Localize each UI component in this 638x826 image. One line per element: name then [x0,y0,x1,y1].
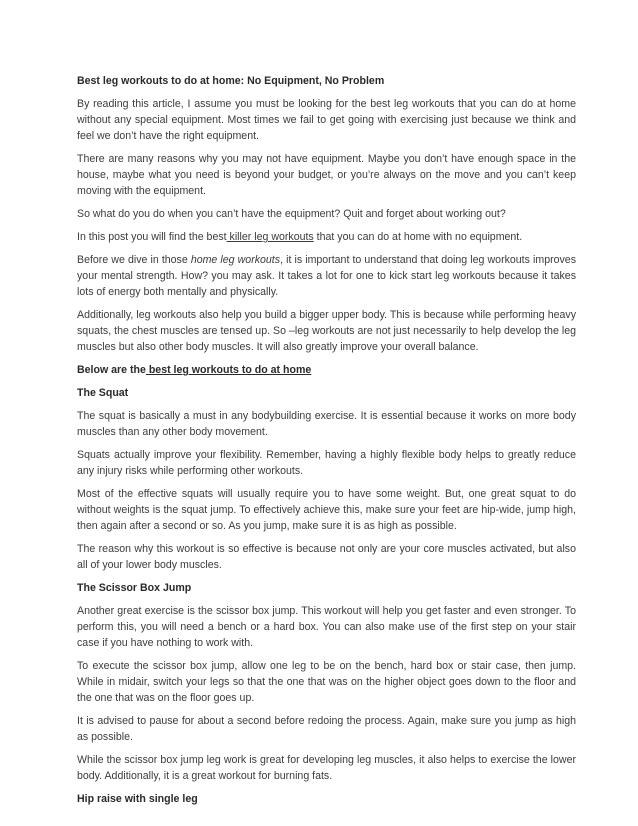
intro-4-after: that you can do at home with no equipment. [313,231,523,243]
intro-5-before: Before we dive in those [77,254,191,266]
squat-paragraph-4: The reason why this workout is so effective is because not only are your core muscles activated, but also all of your lower body muscles. [77,543,576,571]
scissor-paragraph-3: It is advised to pause for about a second before redoing the process. Again, make sure you jump as high as possible. [77,715,576,743]
intro-paragraph-3: So what do you do when you can’t have the equipment? Quit and forget about working out? [77,208,506,220]
below-heading-before: Below are the [77,364,146,376]
intro-paragraph-4 [77,229,576,245]
scissor-heading: The Scissor Box Jump [77,582,192,594]
intro-paragraph-2: There are many reasons why you may not have equipment. Maybe you don’t have enough space in the house, maybe what you need is beyond your budget, or you’re always on the move and you can’t keep moving with the equipment. [77,153,576,197]
squat-paragraph-3: Most of the effective squats will usually require you to have some weight. But, one great squat to do without weights is the squat jump. To effectively achieve this, make sure your feet are hip-wide, jump high, then again after a second or so. As you jump, make sure it is as high as possible. [77,488,576,532]
below-heading [77,362,576,378]
best-leg-workouts-link[interactable]: best leg workouts to do at home [145,364,312,376]
squat-paragraph-1: The squat is basically a must in any bodybuilding exercise. It is essential because it works on more body muscles than any other body movement. [77,410,576,438]
intro-4-before: In this post you will find the best [77,231,227,243]
intro-paragraph-6: Additionally, leg workouts also help you build a bigger upper body. This is because while performing heavy squats, the chest muscles are tensed up. So –leg workouts are not just necessarily to help develop the leg muscles but also other body muscles. It will also greatly improve your overall balance. [77,309,576,353]
squat-paragraph-2: Squats actually improve your flexibility. Remember, having a highly flexible body helps to greatly reduce any injury risks while performing other workouts. [77,449,576,477]
scissor-paragraph-4: While the scissor box jump leg work is great for developing leg muscles, it also helps to exercise the lower body. Additionally, it is a great workout for burning fats. [77,754,576,782]
scissor-paragraph-1: Another great exercise is the scissor box jump. This workout will help you get faster and even stronger. To perform this, you will need a bench or a hard box. You can also make use of the first step on your stair case if you have nothing to work with. [77,605,576,649]
scissor-paragraph-2: To execute the scissor box jump, allow one leg to be on the bench, hard box or stair case, then jump. While in midair, switch your legs so that the one that was on the higher object goes down to the floor and the one that was on the floor goes up. [77,660,576,704]
intro-5-after: , it is important to understand that doing leg workouts improves your mental strength. How? you may ask. It takes a lot for one to kick start leg workouts because it takes lots of energy both mentally and physically. [77,254,576,298]
intro-paragraph-5 [77,252,576,300]
squat-heading: The Squat [77,387,129,399]
intro-5-italic: home leg workouts [190,254,281,266]
hip-raise-heading: Hip raise with single leg [77,793,198,805]
intro-paragraph-1: By reading this article, I assume you must be looking for the best leg workouts that you can do at home without any special equipment. Most times we fail to get going with exercising just because we think and feel we don’t have the right equipment. [77,98,576,142]
killer-leg-workouts-link[interactable]: killer leg workouts [226,231,314,243]
article-title: Best leg workouts to do at home: No Equipment, No Problem [77,75,385,87]
